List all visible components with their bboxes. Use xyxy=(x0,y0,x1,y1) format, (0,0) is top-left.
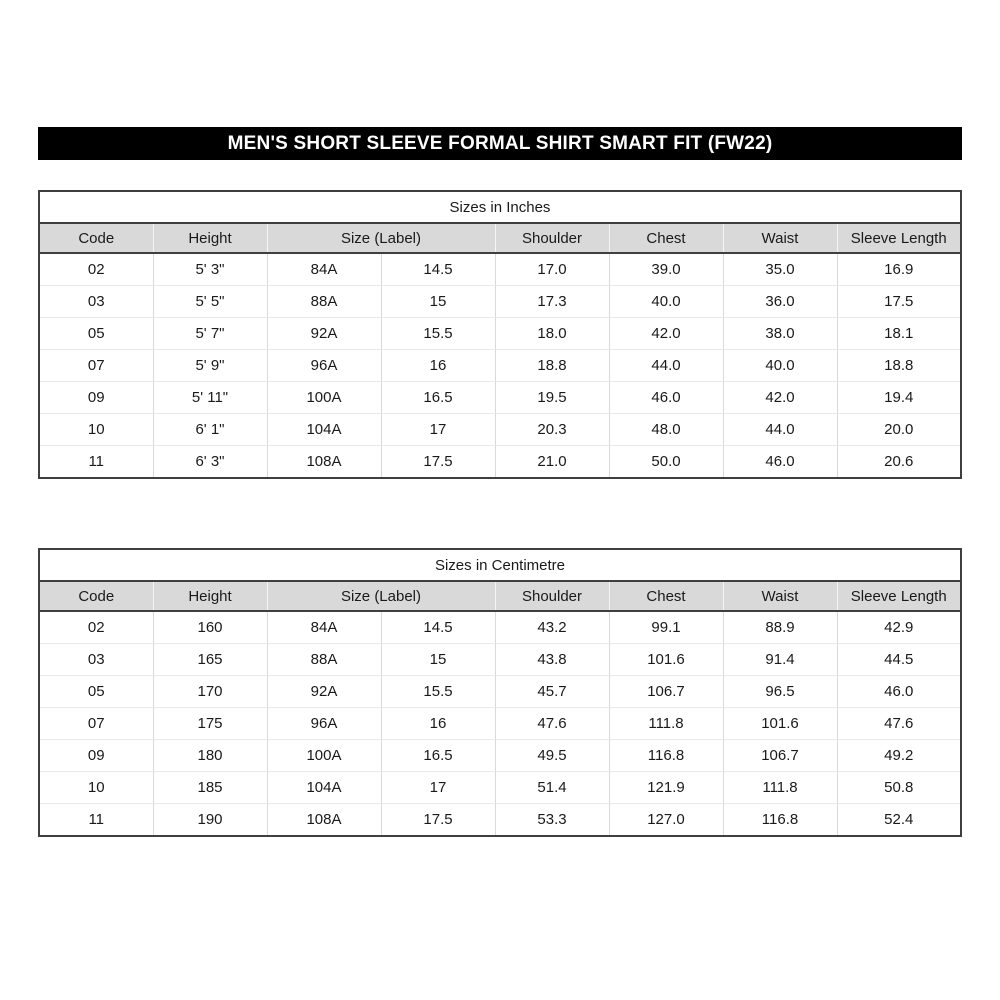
table-cell: 10 xyxy=(39,772,153,804)
table-caption: Sizes in Inches xyxy=(39,191,961,223)
table-cell: 07 xyxy=(39,350,153,382)
table-cell: 19.4 xyxy=(837,382,961,414)
table-cell: 96A xyxy=(267,350,381,382)
table-cell: 20.3 xyxy=(495,414,609,446)
table-cell: 05 xyxy=(39,318,153,350)
table-cell: 50.0 xyxy=(609,446,723,479)
table-cell: 108A xyxy=(267,446,381,479)
table-cell: 09 xyxy=(39,382,153,414)
table-cell: 15.5 xyxy=(381,318,495,350)
table-cell: 40.0 xyxy=(609,286,723,318)
table-cell: 106.7 xyxy=(723,740,837,772)
column-header-chest: Chest xyxy=(609,223,723,253)
table-cell: 17.3 xyxy=(495,286,609,318)
table-cell: 121.9 xyxy=(609,772,723,804)
table-cell: 52.4 xyxy=(837,804,961,837)
table-cell: 16.5 xyxy=(381,382,495,414)
table-cell: 101.6 xyxy=(609,644,723,676)
table-cell: 35.0 xyxy=(723,253,837,286)
table-cell: 165 xyxy=(153,644,267,676)
column-header-chest: Chest xyxy=(609,581,723,611)
table-cell: 43.2 xyxy=(495,611,609,644)
table-cell: 17.5 xyxy=(381,446,495,479)
table-cell: 07 xyxy=(39,708,153,740)
table-cell: 111.8 xyxy=(609,708,723,740)
table-cell: 92A xyxy=(267,318,381,350)
table-cell: 11 xyxy=(39,446,153,479)
column-header-shoulder: Shoulder xyxy=(495,581,609,611)
column-header-code: Code xyxy=(39,223,153,253)
table-body xyxy=(39,253,961,478)
table-cell: 84A xyxy=(267,611,381,644)
table-cell: 116.8 xyxy=(723,804,837,837)
table-body xyxy=(39,611,961,836)
table-cell: 44.0 xyxy=(723,414,837,446)
table-cell: 50.8 xyxy=(837,772,961,804)
table-cell: 10 xyxy=(39,414,153,446)
column-header-height: Height xyxy=(153,581,267,611)
table-cell: 185 xyxy=(153,772,267,804)
table-cell: 17.5 xyxy=(381,804,495,837)
table-cell: 101.6 xyxy=(723,708,837,740)
table-cell: 38.0 xyxy=(723,318,837,350)
table-cell: 106.7 xyxy=(609,676,723,708)
table-row xyxy=(39,414,961,446)
table-cell: 51.4 xyxy=(495,772,609,804)
table-row xyxy=(39,611,961,644)
table-row xyxy=(39,382,961,414)
table-cell: 175 xyxy=(153,708,267,740)
column-header-size-label: Size (Label) xyxy=(267,581,495,611)
table-cell: 180 xyxy=(153,740,267,772)
table-cell: 15 xyxy=(381,644,495,676)
table-cell: 16.5 xyxy=(381,740,495,772)
table-cell: 6' 1" xyxy=(153,414,267,446)
table-cell: 47.6 xyxy=(495,708,609,740)
table-row xyxy=(39,676,961,708)
table-cell: 53.3 xyxy=(495,804,609,837)
table-cell: 17.5 xyxy=(837,286,961,318)
table-cell: 18.8 xyxy=(495,350,609,382)
table-header-row xyxy=(39,223,961,253)
sizes-in-centimetre-table xyxy=(38,548,962,837)
table-cell: 48.0 xyxy=(609,414,723,446)
table-cell: 02 xyxy=(39,611,153,644)
table-cell: 15 xyxy=(381,286,495,318)
column-header-waist: Waist xyxy=(723,581,837,611)
table-row xyxy=(39,318,961,350)
table-cell: 5' 9" xyxy=(153,350,267,382)
table-cell: 16 xyxy=(381,350,495,382)
table-cell: 127.0 xyxy=(609,804,723,837)
table-cell: 17 xyxy=(381,772,495,804)
sizes-in-inches-table xyxy=(38,190,962,479)
table-row xyxy=(39,740,961,772)
table-cell: 111.8 xyxy=(723,772,837,804)
table-cell: 84A xyxy=(267,253,381,286)
table-cell: 5' 5" xyxy=(153,286,267,318)
table-cell: 17.0 xyxy=(495,253,609,286)
table-cell: 46.0 xyxy=(723,446,837,479)
table-cell: 14.5 xyxy=(381,611,495,644)
table-caption: Sizes in Centimetre xyxy=(39,549,961,581)
table-caption-row xyxy=(39,191,961,223)
table-row xyxy=(39,804,961,837)
column-header-sleeve-length: Sleeve Length xyxy=(837,223,961,253)
table-row xyxy=(39,644,961,676)
table-cell: 49.5 xyxy=(495,740,609,772)
table-row xyxy=(39,253,961,286)
table-cell: 100A xyxy=(267,382,381,414)
table-row xyxy=(39,286,961,318)
table-cell: 16 xyxy=(381,708,495,740)
table-cell: 96.5 xyxy=(723,676,837,708)
table-cell: 39.0 xyxy=(609,253,723,286)
table-cell: 6' 3" xyxy=(153,446,267,479)
table-cell: 40.0 xyxy=(723,350,837,382)
table-cell: 18.8 xyxy=(837,350,961,382)
table-header-row xyxy=(39,581,961,611)
table-row xyxy=(39,708,961,740)
table-cell: 46.0 xyxy=(837,676,961,708)
table-cell: 18.1 xyxy=(837,318,961,350)
table-cell: 20.0 xyxy=(837,414,961,446)
table-cell: 19.5 xyxy=(495,382,609,414)
table-cell: 5' 7" xyxy=(153,318,267,350)
column-header-sleeve-length: Sleeve Length xyxy=(837,581,961,611)
table-cell: 44.0 xyxy=(609,350,723,382)
table-cell: 5' 11" xyxy=(153,382,267,414)
table-cell: 42.0 xyxy=(723,382,837,414)
table-cell: 46.0 xyxy=(609,382,723,414)
table-cell: 49.2 xyxy=(837,740,961,772)
table-cell: 20.6 xyxy=(837,446,961,479)
table-cell: 21.0 xyxy=(495,446,609,479)
table-cell: 16.9 xyxy=(837,253,961,286)
table-cell: 18.0 xyxy=(495,318,609,350)
table-cell: 88.9 xyxy=(723,611,837,644)
column-header-shoulder: Shoulder xyxy=(495,223,609,253)
table-cell: 44.5 xyxy=(837,644,961,676)
table-cell: 88A xyxy=(267,644,381,676)
table-cell: 05 xyxy=(39,676,153,708)
table-cell: 45.7 xyxy=(495,676,609,708)
column-header-size-label: Size (Label) xyxy=(267,223,495,253)
table-cell: 42.9 xyxy=(837,611,961,644)
table-cell: 116.8 xyxy=(609,740,723,772)
table-cell: 42.0 xyxy=(609,318,723,350)
table-cell: 96A xyxy=(267,708,381,740)
table-cell: 170 xyxy=(153,676,267,708)
table-row xyxy=(39,350,961,382)
table-row xyxy=(39,446,961,479)
table-cell: 91.4 xyxy=(723,644,837,676)
table-cell: 11 xyxy=(39,804,153,837)
table-cell: 99.1 xyxy=(609,611,723,644)
table-cell: 160 xyxy=(153,611,267,644)
table-cell: 104A xyxy=(267,414,381,446)
table-cell: 14.5 xyxy=(381,253,495,286)
table-cell: 03 xyxy=(39,286,153,318)
table-cell: 15.5 xyxy=(381,676,495,708)
table-cell: 104A xyxy=(267,772,381,804)
table-cell: 03 xyxy=(39,644,153,676)
table-cell: 43.8 xyxy=(495,644,609,676)
table-cell: 88A xyxy=(267,286,381,318)
table-cell: 5' 3" xyxy=(153,253,267,286)
table-cell: 36.0 xyxy=(723,286,837,318)
table-cell: 47.6 xyxy=(837,708,961,740)
table-cell: 190 xyxy=(153,804,267,837)
column-header-code: Code xyxy=(39,581,153,611)
table-cell: 92A xyxy=(267,676,381,708)
table-cell: 02 xyxy=(39,253,153,286)
table-caption-row xyxy=(39,549,961,581)
column-header-waist: Waist xyxy=(723,223,837,253)
page-title: MEN'S SHORT SLEEVE FORMAL SHIRT SMART FIT (FW22) xyxy=(38,127,962,160)
table-cell: 100A xyxy=(267,740,381,772)
table-cell: 108A xyxy=(267,804,381,837)
table-cell: 17 xyxy=(381,414,495,446)
column-header-height: Height xyxy=(153,223,267,253)
table-cell: 09 xyxy=(39,740,153,772)
table-row xyxy=(39,772,961,804)
